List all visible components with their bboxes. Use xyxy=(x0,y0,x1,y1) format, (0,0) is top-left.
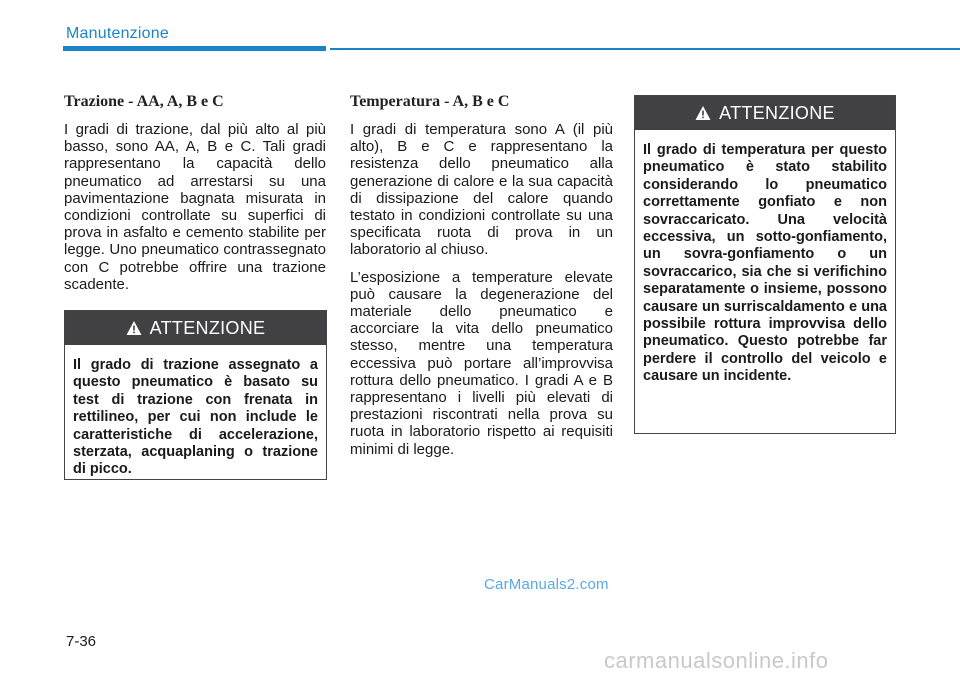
traction-column xyxy=(64,93,326,303)
watermark-footer: carmanualsonline.info xyxy=(604,648,829,673)
traction-warning-text: Il grado di trazione assegnato a questo pneumatico è basato su test di trazione con frenata in rettilineo, per cui non include le caratteristiche di accelerazione, sterzata, acquaplaning o trazione di picco. xyxy=(73,357,318,478)
temperature-heading: Temperatura - A, B e C xyxy=(350,93,510,110)
section-title: Manutenzione xyxy=(66,25,169,42)
page-number: 7-36 xyxy=(66,633,97,650)
warning-triangle-icon xyxy=(695,105,711,121)
header-rule-thick xyxy=(63,46,326,51)
traction-warning-box xyxy=(64,310,327,480)
header-rule-thin xyxy=(330,48,960,50)
temperature-warning-text: Il grado di temperatura per questo pneumatico è stato stabilito considerando lo pneumatico correttamente gonfiato e non sovraccaricato. Una velocità eccessiva, un sotto-gonfiamento, un sovra-gonfiamento o un sovraccarico, sia che si verifichino separatamente o insieme, possono causare un surriscaldamento e una possibile rottura improvvisa dello pneumatico. Questo potrebbe far perdere il controllo del veicolo e causare un incidente. xyxy=(643,142,887,385)
temperature-warning-title: ATTENZIONE xyxy=(719,102,835,123)
watermark-link[interactable]: CarManuals2.com xyxy=(484,576,609,593)
traction-warning-header xyxy=(65,311,326,345)
warning-triangle-icon xyxy=(126,320,142,336)
traction-heading: Trazione - AA, A, B e C xyxy=(64,93,224,110)
temperature-warning-box xyxy=(634,95,896,434)
temperature-warning-header xyxy=(635,96,895,130)
traction-warning-title: ATTENZIONE xyxy=(149,317,266,338)
temperature-column xyxy=(350,93,613,468)
traction-paragraph: I gradi di trazione, dal più alto al più basso, sono AA, A, B e C. Tali gradi rappresentano la capacità dello pneumatico ad arrestarsi su una pavimentazione bagnata misurata in condizioni controllate su superfici di prova in asfalto e cemento stabilite per legge. Uno pneumatico contrassegnato con C potrebbe offrire una trazione scadente. xyxy=(64,121,326,293)
temperature-paragraph-2: L’esposizione a temperature elevate può causare la degenerazione del materiale dello pneumatico e accorciare la vita dello pneumatico stesso, mentre una temperatura eccessiva può portare all’improvvisa rottura dello pneumatico. I gradi A e B rappresentano i livelli più elevati di prestazioni riscontrati nella prova su ruota in laboratorio rispetto ai requisiti minimi di legge. xyxy=(350,268,613,458)
temperature-paragraph-1: I gradi di temperatura sono A (il più alto), B e C e rappresentano la resistenza dello pneumatico alla generazione di calore e la sua capacità di dissipazione del calore quando testato in condizioni controllate su una specificata ruota di prova in un laboratorio al chiuso. xyxy=(350,121,613,259)
